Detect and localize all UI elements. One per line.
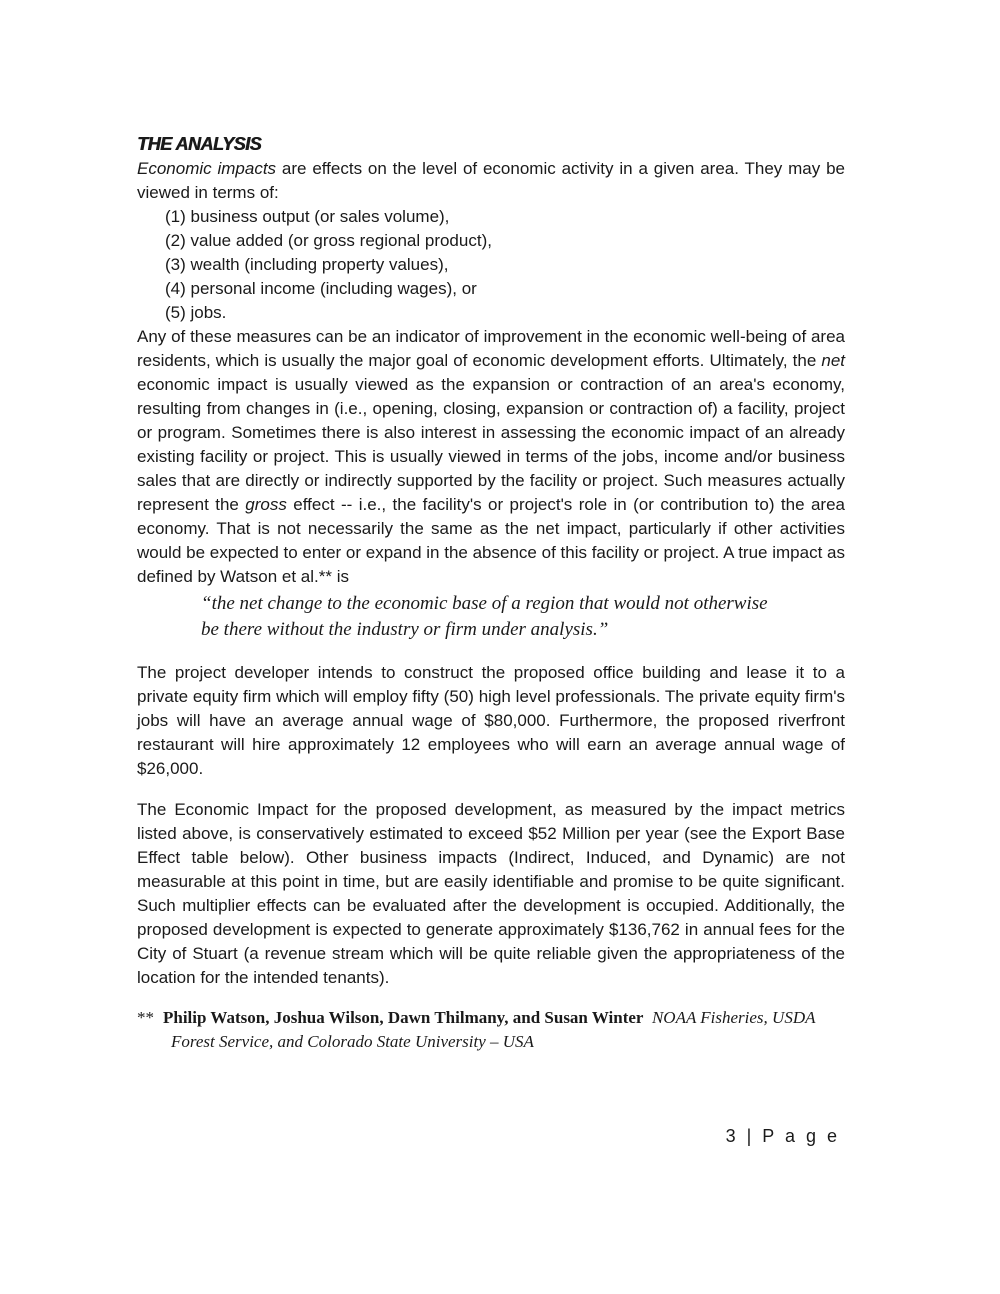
footnote-authors: Philip Watson, Joshua Wilson, Dawn Thilmany, and Susan Winter bbox=[163, 1008, 644, 1027]
paragraph-text: Any of these measures can be an indicator of improvement in the economic well-being of area residents, which is usually the major goal of economic development efforts. Ultimately, the bbox=[137, 327, 845, 370]
net-impact-paragraph bbox=[137, 325, 845, 589]
intro-term: Economic impacts bbox=[137, 159, 277, 178]
footnote bbox=[137, 1006, 845, 1054]
list-item: (5) jobs. bbox=[165, 303, 227, 322]
list-item: (4) personal income (including wages), or bbox=[165, 279, 477, 298]
emphasis-net: net bbox=[821, 351, 845, 370]
paragraph-text: effect -- i.e., the facility's or project's role in (or contribution to) the area economy. That is not necessarily the same as the net impact, particularly if other activities would be expected to enter or expand in the absence of this facility or project. A true impact as defined by Watson et al.** is bbox=[137, 495, 845, 586]
intro-text: are effects on the level of economic activity in a given area. They may be viewed in terms of: bbox=[137, 159, 846, 202]
footnote-affiliation: NOAA Fisheries, USDA Forest Service, and Colorado State University – USA bbox=[171, 1008, 816, 1051]
definition-quote bbox=[137, 591, 845, 643]
emphasis-gross: gross bbox=[245, 495, 287, 514]
project-paragraph: The project developer intends to construct the proposed office building and lease it to a private equity firm which will employ fifty (50) high level professionals. The private equity firm's jobs will have an average annual wage of $80,000. Furthermore, the proposed riverfront restaurant will hire approximately 12 employees who will earn an average annual wage of $26,000. bbox=[137, 663, 845, 778]
list-item: (3) wealth (including property values), bbox=[165, 255, 449, 274]
impact-measures-list bbox=[137, 205, 845, 325]
list-item: (2) value added (or gross regional product), bbox=[165, 231, 492, 250]
intro-paragraph bbox=[137, 157, 845, 205]
page-content bbox=[137, 131, 845, 1054]
list-item: (1) business output (or sales volume), bbox=[165, 207, 450, 226]
section-heading: THE ANALYSIS bbox=[137, 134, 262, 154]
footnote-marker: ** bbox=[137, 1008, 154, 1027]
paragraph-text: economic impact is usually viewed as the expansion or contraction of an area's economy, resulting from changes in (i.e., opening, closing, expansion or contraction of) a facility, project or program. Sometimes there is also interest in assessing the economic impact of an already existing facility or project. This is usually viewed in terms of the jobs, income and/or business sales that are directly or indirectly supported by the facility or project. Such measures actually represent the bbox=[137, 375, 845, 514]
page-number: 3 | P a g e bbox=[725, 1126, 840, 1146]
quote-line: “the net change to the economic base of a region that would not otherwise bbox=[201, 593, 768, 614]
economic-impact-paragraph: The Economic Impact for the proposed development, as measured by the impact metrics listed above, is conservatively estimated to exceed $52 Million per year (see the Export Base Effect table below). Other business impacts (Indirect, Induced, and Dynamic) are not measurable at this point in time, but are easily identifiable and promise to be quite significant. Such multiplier effects can be evaluated after the development is occupied. Additionally, the proposed development is expected to generate approximately $136,762 in annual fees for the City of Stuart (a revenue stream which will be quite reliable given the appropriateness of the location for the intended tenants). bbox=[137, 800, 845, 987]
quote-line: be there without the industry or firm under analysis.” bbox=[201, 619, 609, 640]
